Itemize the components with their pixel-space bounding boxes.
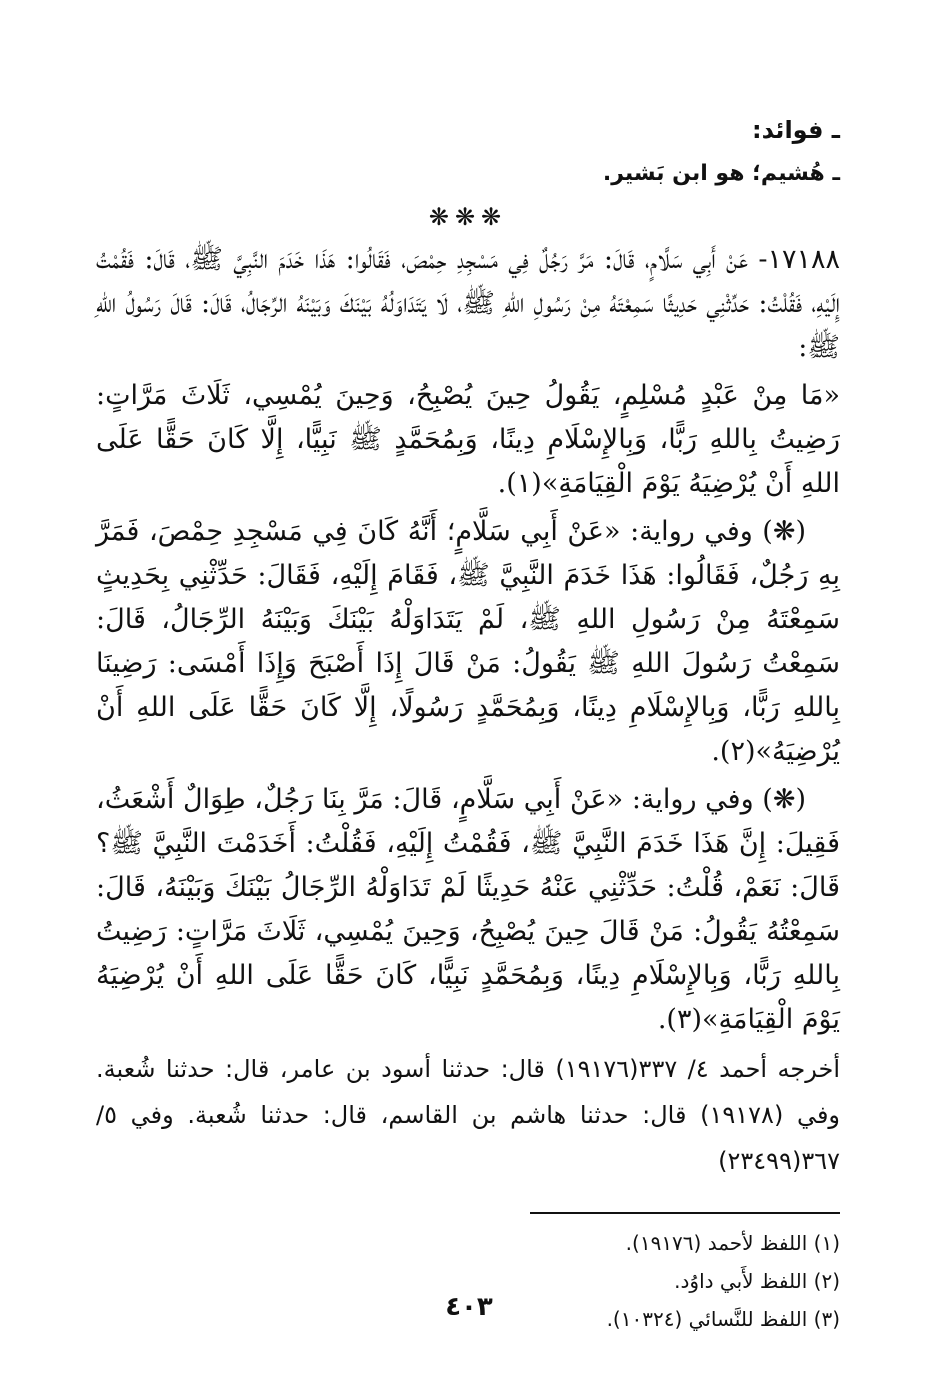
hadith-text: ١٧١٨٨- عَنْ أَبِي سَلَّامٍ، قَالَ: مَرَّ رَجُلٌ فِي مَسْجِدِ حِمْصَ، فَقَالُوا: هَذَا خَدَمَ النَّبِيَّ ﷺ، قَالَ: فَقُمْتُ إِلَيْهِ، فَقُلْتُ: حَدِّثْنِي حَدِيثًا سَمِعْتَهُ مِنْ رَسُولِ اللهِ ﷺ، لَا يَتَدَاوَلُهُ بَيْنَكَ وَبَيْنَهُ الرِّجَالُ، قَالَ: قَالَ رَسُولُ اللهِ ﷺ: [96, 244, 840, 363]
hadith-quote: «مَا مِنْ عَبْدٍ مُسْلِمٍ، يَقُولُ حِينَ يُصْبِحُ، وَحِينَ يُمْسِي، ثَلَاثَ مَرَّاتٍ: رَضِيتُ بِاللهِ رَبًّا، وَبِالإِسْلَامِ دِينًا، وَبِمُحَمَّدٍ ﷺ نَبِيًّا، إِلَّا كَانَ حَقًّا عَلَى اللهِ أَنْ يُرْضِيَهُ يَوْمَ الْقِيَامَةِ»(١). [96, 380, 840, 499]
footnote-divider [530, 1212, 840, 1214]
riwaya-paragraph-1: (❋) وفي رواية: «عَنْ أَبِي سَلَّامٍ؛ أَنَّهُ كَانَ فِي مَسْجِدِ حِمْصَ، فَمَرَّ بِهِ رَجُلٌ، فَقَالُوا: هَذَا خَدَمَ النَّبِيَّ ﷺ، فَقَامَ إِلَيْهِ، فَقَالَ: حَدِّثْنِي بِحَدِيثٍ سَمِعْتَهُ مِنْ رَسُولِ اللهِ ﷺ، لَمْ يَتَدَاوَلْهُ بَيْنَكَ وَبَيْنَهُ الرِّجَالُ، قَالَ: سَمِعْتُ رَسُولَ اللهِ ﷺ يَقُولُ: مَنْ قَالَ إِذَا أَصْبَحَ وَإِذَا أَمْسَى: رَضِينَا بِاللهِ رَبًّا، وَبِالإِسْلَامِ دِينًا، وَبِمُحَمَّدٍ رَسُولًا، إِلَّا كَانَ حَقًّا عَلَى اللهِ أَنْ يُرْضِيَهُ»(٢). [96, 516, 840, 767]
footnote-3: (٣) اللفظ للنَّسائي (١٠٣٢٤). [606, 1307, 840, 1331]
footnote-2: (٢) اللفظ لأَبي داوُد. [674, 1269, 840, 1293]
page-body [96, 108, 840, 1338]
narrator-note: ـ هُشيم؛ هو ابن بَشير. [602, 161, 840, 186]
asterism-separator: ❋❋❋ [428, 203, 508, 231]
takhrij-source-text: أخرجه أحمد ٤/ ٣٣٧(١٩١٧٦) قال: حدثنا أسود بن عامر، قال: حدثنا شُعبة. وفي (١٩١٧٨) قال: حدثنا هاشم بن القاسم، قال: حدثنا شُعبة. وفي ٥/ ٣٦٧(٢٣٤٩٩) [96, 1055, 841, 1175]
page-number: ٤٠٣ [445, 1292, 493, 1322]
riwaya-paragraph-2: (❋) وفي رواية: «عَنْ أَبِي سَلَّامٍ، قَالَ: مَرَّ بِنَا رَجُلٌ، طِوَالٌ أَشْعَثُ، فَقِيلَ: إِنَّ هَذَا خَدَمَ النَّبِيَّ ﷺ، فَقُمْتُ إِلَيْهِ، فَقُلْتُ: أَخَدَمْتَ النَّبِيَّ ﷺ؟ قَالَ: نَعَمْ، قُلْتُ: حَدِّثْنِي عَنْهُ حَدِيثًا لَمْ تَدَاوَلْهُ الرِّجَالُ بَيْنَكَ وَبَيْنَهُ، قَالَ: سَمِعْتُهُ يَقُولُ: مَنْ قَالَ حِينَ يُصْبِحُ، وَحِينَ يُمْسِي، ثَلَاثَ مَرَّاتٍ: رَضِيتُ بِاللهِ رَبًّا، وَبِالإِسْلَامِ دِينًا، وَبِمُحَمَّدٍ نَبِيًّا، كَانَ حَقًّا عَلَى اللهِ أَنْ يُرْضِيَهُ يَوْمَ الْقِيَامَةِ»(٣). [96, 784, 840, 1035]
footnote-1: (١) اللفظ لأحمد (١٩١٧٦). [625, 1231, 840, 1255]
section-heading: ـ فوائد: [751, 116, 840, 144]
